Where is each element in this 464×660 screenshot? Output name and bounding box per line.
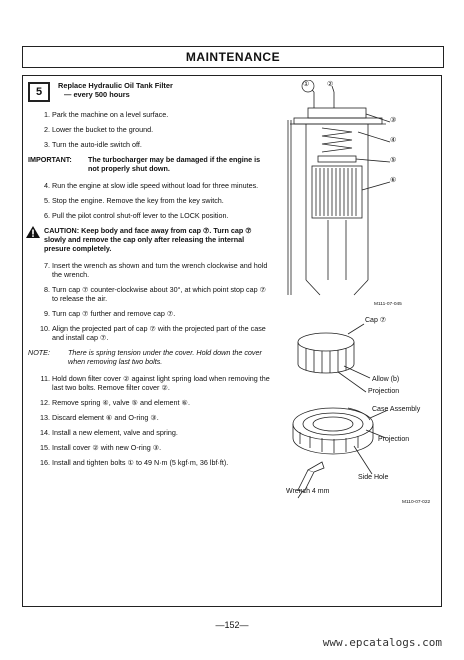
wrench-label: Wrench 4 mm <box>286 488 330 495</box>
note-label: NOTE: <box>28 348 50 357</box>
right-frame-line <box>441 75 442 607</box>
important-notice <box>28 155 272 173</box>
footer-rule <box>22 606 442 607</box>
step: 8. Turn cap ⑦ counter-clockwise about 30°, at which point stop cap ⑦ to release the air. <box>44 285 267 303</box>
filter-cross-section-figure <box>278 80 438 310</box>
step: 16. Install and tighten bolts ① to 49 N·m (5 kgf·m, 36 lbf·ft). <box>40 458 229 467</box>
step: 13. Discard element ⑥ and O-ring ③. <box>40 413 159 422</box>
caution-notice <box>20 226 272 253</box>
step: 1. Park the machine on a level surface. <box>44 110 169 119</box>
callout-6: ⑥ <box>390 177 397 184</box>
allow-label: Allow (b) <box>372 376 400 383</box>
step: 11. Hold down filter cover ② against light spring load when removing the last two bolts. Remove filter cover ②. <box>40 374 270 392</box>
callout-2: ② <box>327 81 334 88</box>
header-rule <box>22 75 442 76</box>
page-number: —152— <box>215 620 249 630</box>
caution-text: CAUTION: Keep body and face away from cap ⑦. Turn cap ⑦ slowly and remove the cap only after releasing the internal presure completely. <box>44 226 252 253</box>
projection-label-2: Projection <box>378 436 410 443</box>
step: 7. Insert the wrench as shown and turn the wrench clockwise and hold the wrench. <box>44 261 268 279</box>
filter-cross-section-drawing <box>278 80 438 310</box>
side-hole-label: Side Hole <box>358 474 389 481</box>
callout-5: ⑤ <box>390 157 397 164</box>
figure-code: M111-07-045 <box>374 302 402 307</box>
callout-1: ① <box>303 81 310 88</box>
step: 9. Turn cap ⑦ further and remove cap ⑦. <box>44 309 176 318</box>
step: 5. Stop the engine. Remove the key from the key switch. <box>44 196 224 205</box>
step: 14. Install a new element, valve and spring. <box>40 428 178 437</box>
note <box>28 348 272 366</box>
step: 15. Install cover ② with new O-ring ③. <box>40 443 162 452</box>
projection-label-1: Projection <box>368 388 400 395</box>
callout-3: ③ <box>390 117 397 124</box>
case-assembly-label: Case Assembly <box>372 406 421 413</box>
instructions-column <box>20 80 272 473</box>
section-header <box>28 80 272 106</box>
watermark: www.epcatalogs.com <box>322 636 442 649</box>
figure-code: M110-07-022 <box>402 500 431 505</box>
section-number: 5 <box>28 82 50 102</box>
step: 2. Lower the bucket to the ground. <box>44 125 154 134</box>
important-label: IMPORTANT: <box>28 155 72 164</box>
step: 10. Align the projected part of cap ⑦ with the projected part of the case and install cap ⑦. <box>40 324 266 342</box>
cap-label: Cap ⑦ <box>365 317 387 324</box>
callout-4: ④ <box>390 137 397 144</box>
step: 6. Pull the pilot control shut-off lever to the LOCK position. <box>44 211 229 220</box>
page-title: MAINTENANCE <box>22 46 444 68</box>
step: 12. Remove spring ④, valve ⑤ and element ⑥. <box>40 398 190 407</box>
important-text: The turbocharger may be damaged if the engine is not properly shut down. <box>88 155 261 173</box>
cap-assembly-figure <box>278 312 438 522</box>
note-text: There is spring tension under the cover. Hold down the cover when removing last two bolts. <box>68 348 262 366</box>
step: 4. Run the engine at slow idle speed without load for three minutes. <box>44 181 259 190</box>
warning-triangle-icon <box>26 226 40 238</box>
step: 3. Turn the auto-idle switch off. <box>44 140 142 149</box>
section-title: Replace Hydraulic Oil Tank Filter — every 500 hours <box>58 81 173 99</box>
